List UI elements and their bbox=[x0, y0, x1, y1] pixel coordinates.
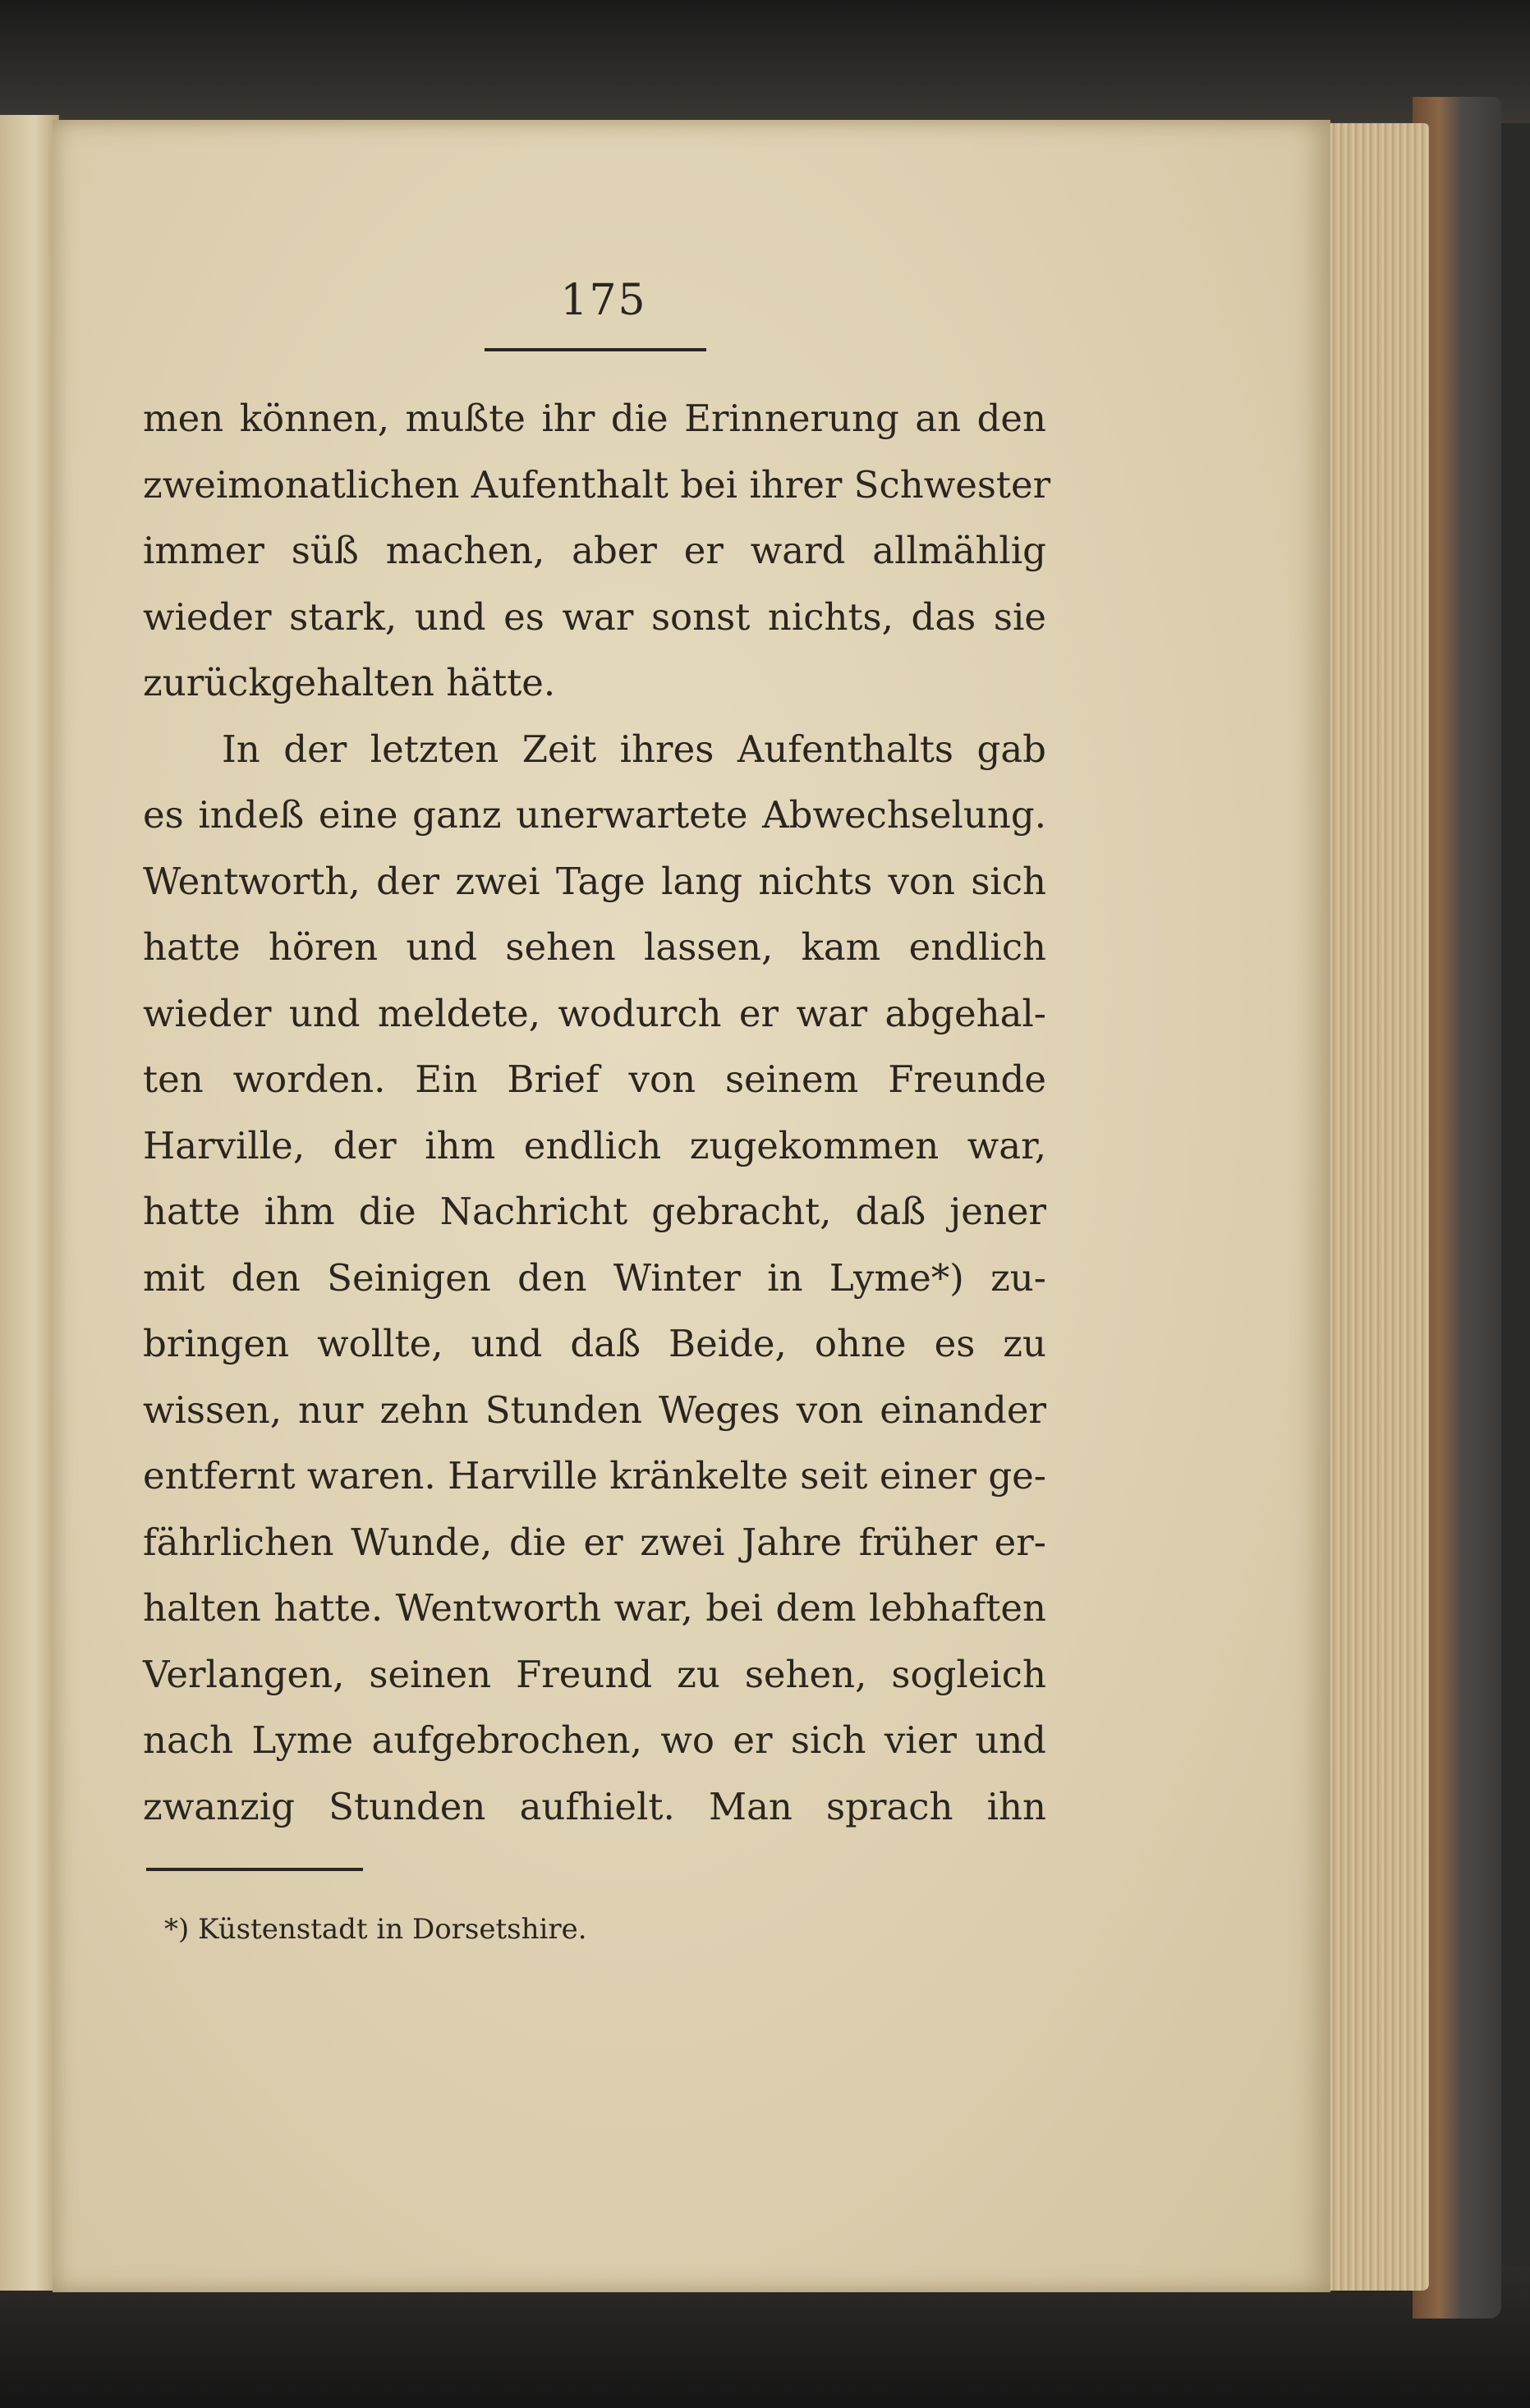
text-line: mit den Seinigen den Winter in Lyme*) zu- bbox=[143, 1255, 1046, 1300]
footnote: *) Küstenstadt in Dorsetshire. bbox=[164, 1913, 587, 1946]
text-line: es indeß eine ganz unerwartete Abwechselung. bbox=[143, 793, 1046, 837]
text-line: hatte ihm die Nachricht gebracht, daß jener bbox=[143, 1190, 1046, 1233]
text-line: immer süß machen, aber er ward allmählig bbox=[143, 529, 1046, 572]
backdrop-top bbox=[0, 0, 1530, 123]
text-line: zurückgehalten hätte. bbox=[143, 661, 556, 704]
text-line: wieder und meldete, wodurch er war abgehal- bbox=[143, 991, 1046, 1035]
facing-page-edge bbox=[0, 115, 59, 2291]
text-line: Harville, der ihm endlich zugekommen war, bbox=[143, 1123, 1046, 1167]
text-line: fährlichen Wunde, die er zwei Jahre früher er- bbox=[143, 1520, 1046, 1564]
text-line: ten worden. Ein Brief von seinem Freunde bbox=[143, 1057, 1046, 1101]
text-line: Verlangen, seinen Freund zu sehen, sogleich bbox=[143, 1652, 1046, 1696]
text-line: wieder stark, und es war sonst nichts, das sie bbox=[143, 594, 1046, 639]
text-line: Wentworth, der zwei Tage lang nichts von sich bbox=[143, 859, 1046, 903]
text-line: zweimonatlichen Aufenthalt bei ihrer Schwester bbox=[143, 462, 1051, 507]
text-line: wissen, nur zehn Stunden Weges von einander bbox=[143, 1387, 1046, 1432]
text-line: halten hatte. Wentworth war, bei dem lebhaften bbox=[143, 1586, 1046, 1630]
text-line: hatte hören und sehen lassen, kam endlich bbox=[143, 925, 1046, 969]
text-line: In der letzten Zeit ihres Aufenthalts gab bbox=[222, 727, 1046, 771]
text-line: bringen wollte, und daß Beide, ohne es zu bbox=[143, 1322, 1046, 1365]
footnote-rule bbox=[146, 1868, 363, 1871]
text-line: entfernt waren. Harville kränkelte seit einer ge- bbox=[143, 1454, 1046, 1498]
page-fore-edge bbox=[1314, 123, 1429, 2291]
text-line: nach Lyme aufgebrochen, wo er sich vier und bbox=[143, 1718, 1046, 1762]
header-rule bbox=[485, 348, 706, 351]
text-line: men können, mußte ihr die Erinnerung an den bbox=[143, 397, 1046, 440]
page-number: 175 bbox=[560, 276, 647, 325]
text-line: zwanzig Stunden aufhielt. Man sprach ihn bbox=[143, 1784, 1046, 1828]
body-text bbox=[143, 386, 1051, 1840]
